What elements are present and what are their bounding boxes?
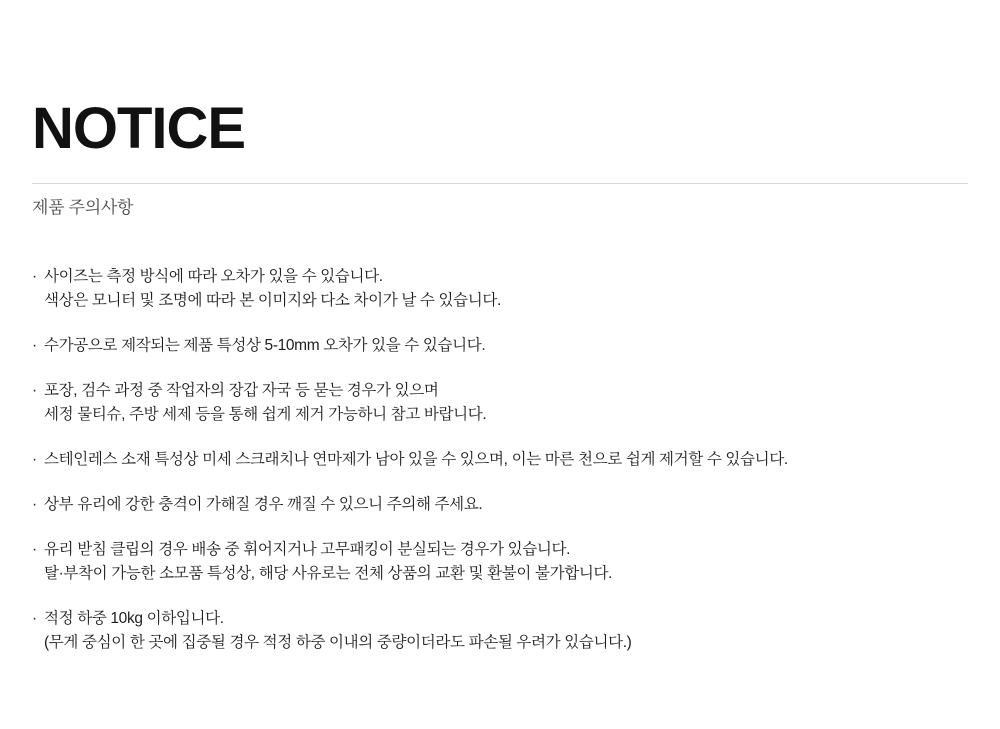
note-line: [32, 448, 982, 472]
list-item: [32, 538, 982, 586]
note-line: [32, 493, 982, 517]
list-item: [32, 607, 982, 655]
note-line: [32, 379, 982, 403]
note-line: [32, 289, 982, 313]
note-line: [32, 403, 982, 427]
page-subtitle: 제품 주의사항: [32, 198, 134, 217]
note-line: [32, 265, 982, 289]
note-text: 적정 하중 10kg 이하입니다.: [44, 610, 224, 628]
notice-list: [32, 265, 982, 676]
note-line: [32, 631, 982, 655]
list-item: [32, 379, 982, 427]
list-item: [32, 334, 982, 358]
note-text: 탈·부착이 가능한 소모품 특성상, 해당 사유로는 전체 상품의 교환 및 환불이 불가합니다.: [44, 565, 613, 583]
note-text: 상부 유리에 강한 충격이 가해질 경우 깨질 수 있으니 주의해 주세요.: [44, 496, 483, 514]
note-line: [32, 562, 982, 586]
note-text: 사이즈는 측정 방식에 따라 오차가 있을 수 있습니다.: [44, 268, 383, 285]
bullet-icon: ·: [32, 451, 37, 469]
title-divider: [32, 183, 968, 184]
note-line: [32, 538, 982, 562]
note-line: [32, 334, 982, 358]
note-text: 스테인레스 소재 특성상 미세 스크래치나 연마제가 남아 있을 수 있으며, 이는 마른 천으로 쉽게 제거할 수 있습니다.: [44, 451, 788, 469]
note-text: 유리 받침 클립의 경우 배송 중 휘어지거나 고무패킹이 분실되는 경우가 있습니다.: [44, 541, 571, 559]
bullet-icon: ·: [32, 541, 37, 559]
list-item: [32, 448, 982, 472]
list-item: [32, 493, 982, 517]
note-text: 색상은 모니터 및 조명에 따라 본 이미지와 다소 차이가 날 수 있습니다.: [44, 292, 501, 310]
note-text: 포장, 검수 과정 중 작업자의 장갑 자국 등 묻는 경우가 있으며: [44, 382, 439, 400]
bullet-icon: ·: [32, 337, 37, 355]
bullet-icon: ·: [32, 268, 37, 285]
note-text: 세정 물티슈, 주방 세제 등을 통해 쉽게 제거 가능하니 참고 바랍니다.: [44, 406, 487, 424]
list-item: [32, 265, 982, 313]
bullet-icon: ·: [32, 382, 37, 400]
note-text: 수가공으로 제작되는 제품 특성상 5-10mm 오차가 있을 수 있습니다.: [44, 337, 486, 355]
note-line: [32, 607, 982, 631]
page-title: NOTICE: [32, 96, 246, 161]
note-text: (무게 중심이 한 곳에 집중될 경우 적정 하중 이내의 중량이더라도 파손될 우려가 있습니다.): [44, 634, 632, 652]
bullet-icon: ·: [32, 496, 37, 514]
bullet-icon: ·: [32, 610, 37, 628]
